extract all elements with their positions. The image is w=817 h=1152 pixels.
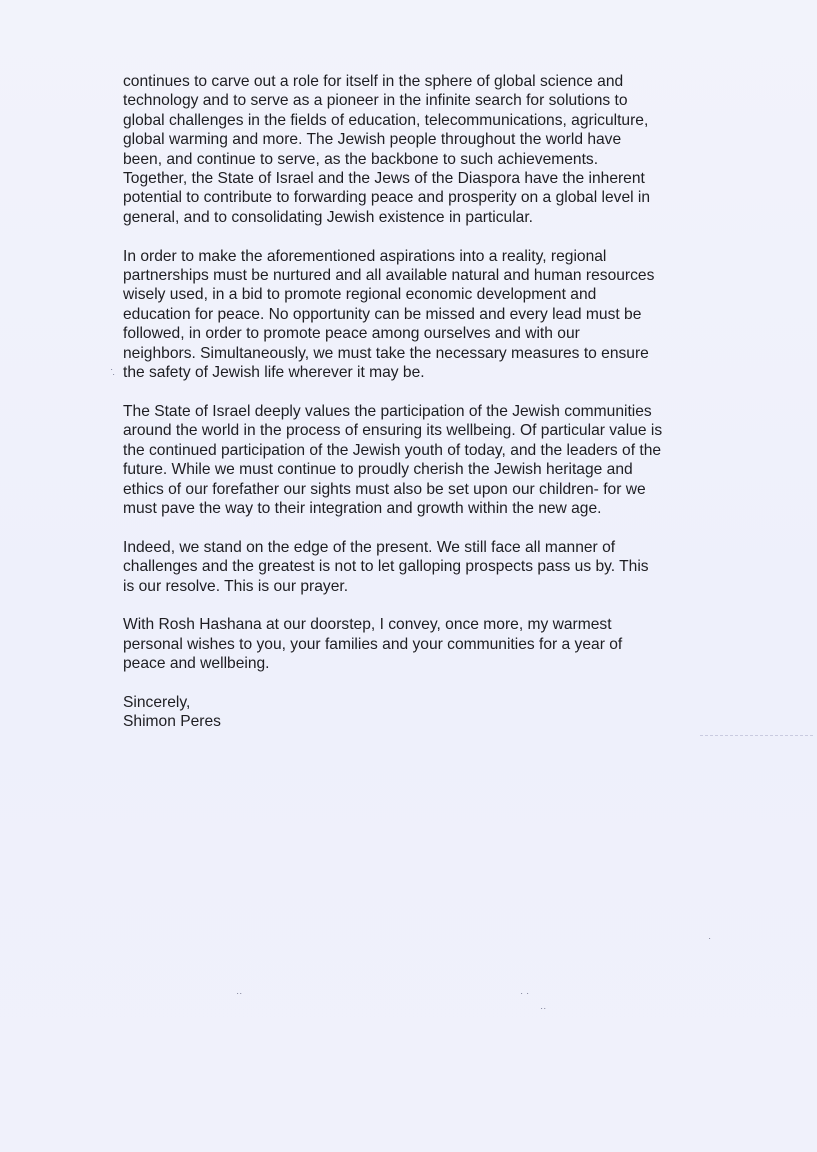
text-line: continues to carve out a role for itself in the sphere of global science and bbox=[123, 73, 624, 90]
scan-speck: ⋅ bbox=[110, 365, 114, 376]
text-line: peace and wellbeing. bbox=[123, 655, 270, 673]
text-line: followed, in order to promote peace among ourselves and with our bbox=[123, 325, 580, 343]
paragraph-4 bbox=[123, 538, 723, 596]
paragraph-3 bbox=[123, 402, 723, 518]
text-line: been, and continue to serve, as the backbone to such achievements. bbox=[123, 150, 599, 168]
salutation: Sincerely, bbox=[123, 693, 191, 711]
text-line: In order to make the aforementioned aspirations into a reality, regional bbox=[123, 247, 607, 265]
scan-speck: ⋅ bbox=[112, 370, 116, 381]
text-line: wisely used, in a bid to promote regional economic development and bbox=[123, 286, 597, 304]
scan-speck: ⋅ ⋅ bbox=[520, 989, 530, 1000]
paragraph-1 bbox=[123, 72, 723, 227]
text-line: the continued participation of the Jewish youth of today, and the leaders of the bbox=[123, 441, 662, 459]
letter-body bbox=[123, 72, 723, 732]
text-line: Indeed, we stand on the edge of the present. We still face all manner of bbox=[123, 538, 616, 556]
scan-edge-mark bbox=[700, 735, 813, 736]
text-line: The State of Israel deeply values the participation of the Jewish communities bbox=[123, 402, 652, 420]
text-line: technology and to serve as a pioneer in the infinite search for solutions to bbox=[123, 92, 628, 110]
paragraph-2 bbox=[123, 247, 723, 383]
text-line: potential to contribute to forwarding peace and prosperity on a global level in bbox=[123, 189, 651, 207]
text-line: With Rosh Hashana at our doorstep, I convey, once more, my warmest bbox=[123, 616, 612, 634]
text-line: neighbors. Simultaneously, we must take the necessary measures to ensure bbox=[123, 344, 649, 362]
scan-speck: ⋅⋅ bbox=[540, 1004, 547, 1015]
text-line: challenges and the greatest is not to let galloping prospects pass us by. This bbox=[123, 558, 649, 576]
text-line: education for peace. No opportunity can be missed and every lead must be bbox=[123, 305, 642, 323]
text-line: is our resolve. This is our prayer. bbox=[123, 577, 349, 595]
scan-speck: ⋅ bbox=[708, 934, 712, 945]
text-line: partnerships must be nurtured and all available natural and human resources bbox=[123, 267, 655, 285]
closing-block bbox=[123, 693, 723, 732]
text-line: around the world in the process of ensuring its wellbeing. Of particular value is bbox=[123, 422, 663, 440]
text-line: ethics of our forefather our sights must also be set upon our children- for we bbox=[123, 480, 646, 498]
text-line: general, and to consolidating Jewish existence in particular. bbox=[123, 208, 534, 226]
text-line: global challenges in the fields of education, telecommunications, agriculture, bbox=[123, 111, 649, 129]
text-line: global warming and more. The Jewish people throughout the world have bbox=[123, 131, 622, 149]
text-line: the safety of Jewish life wherever it may be. bbox=[123, 364, 425, 382]
scan-speck: ⋅⋅ bbox=[236, 989, 243, 1000]
text-line: personal wishes to you, your families and your communities for a year of bbox=[123, 635, 623, 653]
signatory-name: Shimon Peres bbox=[123, 713, 221, 731]
paragraph-5 bbox=[123, 615, 723, 673]
text-line: future. While we must continue to proudly cherish the Jewish heritage and bbox=[123, 461, 633, 479]
text-line: must pave the way to their integration and growth within the new age. bbox=[123, 499, 602, 517]
text-line: Together, the State of Israel and the Jews of the Diaspora have the inherent bbox=[123, 170, 645, 188]
